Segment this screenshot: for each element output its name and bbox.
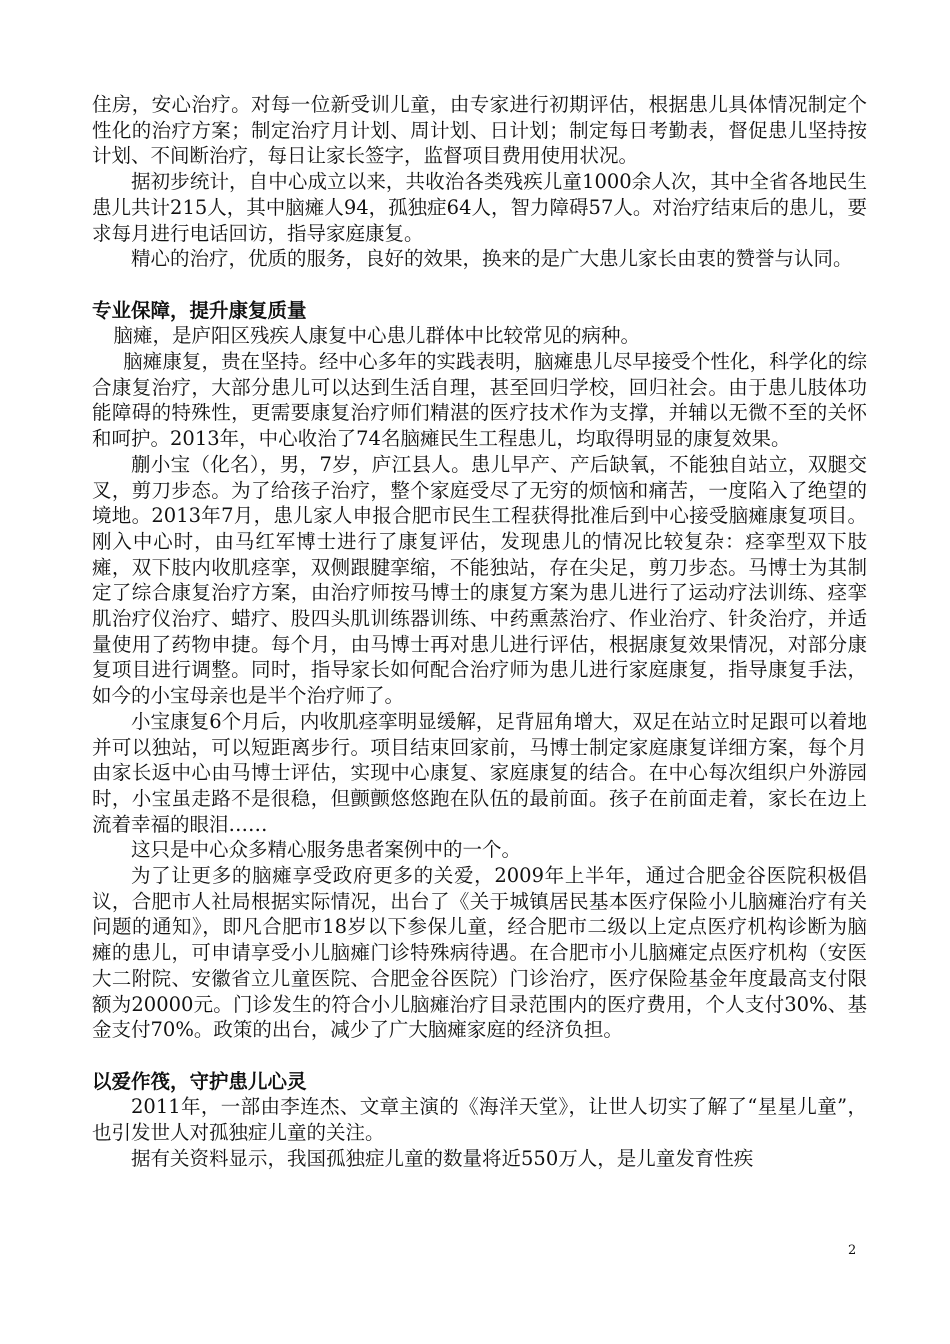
blank-line: [92, 1043, 867, 1069]
section-heading: 以爱作筏，守护患儿心灵: [92, 1069, 307, 1093]
paragraph: 脑瘫，是庐阳区残疾人康复中心患儿群体中比较常见的病种。: [113, 324, 640, 348]
paragraph: 2011年，一部由李连杰、文章主演的《海洋天堂》，让世人切实了解了“星星儿童”，也引发世人对孤独症儿童的关注。: [92, 1095, 867, 1145]
blank-line: [92, 272, 867, 298]
paragraph: 小宝康复6个月后，内收肌痉挛明显缓解，足背屈角增大，双足在站立时足跟可以着地并可以独站，可以短距离步行。项目结束回家前，马博士制定家庭康复详细方案，每个月由家长返中心由马博士评估，实现中心康复、家庭康复的结合。在中心每次组织户外游园时，小宝虽走路不是很稳，但颤颤悠悠跑在队伍的最前面。孩子在前面走着，家长在边上流着幸福的眼泪……: [92, 709, 867, 836]
paragraph: 精心的治疗，优质的服务，良好的效果，换来的是广大患儿家长由衷的赞誉与认同。: [131, 247, 853, 271]
page-number: 2: [848, 1243, 857, 1258]
paragraph: 脑瘫康复，贵在坚持。经中心多年的实践表明，脑瘫患儿尽早接受个性化，科学化的综合康复治疗，大部分患儿可以达到生活自理，甚至回归学校，回归社会。由于患儿肢体功能障碍的特殊性，更需要康复治疗师们精湛的医疗技术作为支撑，并辅以无微不至的关怀和呵护。2013年，中心收治了74名脑瘫民生工程患儿，均取得明显的康复效果。: [92, 350, 867, 451]
paragraph: 这只是中心众多精心服务患者案例中的一个。: [131, 838, 522, 862]
paragraph: 据有关资料显示，我国孤独症儿童的数量将近550万人，是儿童发育性疾: [131, 1146, 754, 1170]
paragraph: 据初步统计，自中心成立以来，共收治各类残疾儿童1000余人次，其中全省各地民生患儿共计215人，其中脑瘫人94，孤独症64人，智力障碍57人。对治疗结束后的患儿，要求每月进行电话回访，指导家庭康复。: [92, 170, 867, 245]
paragraph: 为了让更多的脑瘫享受政府更多的关爱，2009年上半年，通过合肥金谷医院积极倡议，合肥市人社局根据实际情况，出台了《关于城镇居民基本医疗保险小儿脑瘫治疗有关问题的通知》，即凡合肥市18岁以下参保儿童，经合肥市二级以上定点医疗机构诊断为脑瘫的患儿，可申请享受小儿脑瘫门诊特殊病待遇。在合肥市小儿脑瘫定点医疗机构（安医大二附院、安徽省立儿童医院、合肥金谷医院）门诊治疗，医疗保险基金年度最高支付限额为20000元。门诊发生的符合小儿脑瘫治疗目录范围内的医疗费用，个人支付30%、基金支付70%。政策的出台，减少了广大脑瘫家庭的经济负担。: [92, 864, 867, 1042]
paragraph: 住房，安心治疗。对每一位新受训儿童，由专家进行初期评估，根据患儿具体情况制定个性化的治疗方案；制定治疗月计划、周计划、日计划；制定每日考勤表，督促患儿坚持按计划、不间断治疗，每日让家长签字，监督项目费用使用状况。: [92, 93, 867, 168]
section-heading: 专业保障，提升康复质量: [92, 298, 307, 322]
document-page: [92, 92, 867, 1172]
paragraph: 蒯小宝（化名），男，7岁，庐江县人。患儿早产、产后缺氧，不能独自站立，双腿交叉，剪刀步态。为了给孩子治疗，整个家庭受尽了无穷的烦恼和痛苦，一度陷入了绝望的境地。2013年7月，患儿家人申报合肥市民生工程获得批准后到中心接受脑瘫康复项目。刚入中心时，由马红军博士进行了康复评估，发现患儿的情况比较复杂：痉挛型双下肢瘫，双下肢内收肌痉挛，双侧跟腱挛缩，不能独站，存在尖足，剪刀步态。马博士为其制定了综合康复治疗方案，由治疗师按马博士的康复方案为患儿进行了运动疗法训练、痉挛肌治疗仪治疗、蜡疗、股四头肌训练器训练、中药熏蒸治疗、作业治疗、针灸治疗，并适量使用了药物申捷。每个月，由马博士再对患儿进行评估，根据康复效果情况，对部分康复项目进行调整。同时，指导家长如何配合治疗师为患儿进行家庭康复，指导康复手法，如今的小宝母亲也是半个治疗师了。: [92, 452, 867, 708]
